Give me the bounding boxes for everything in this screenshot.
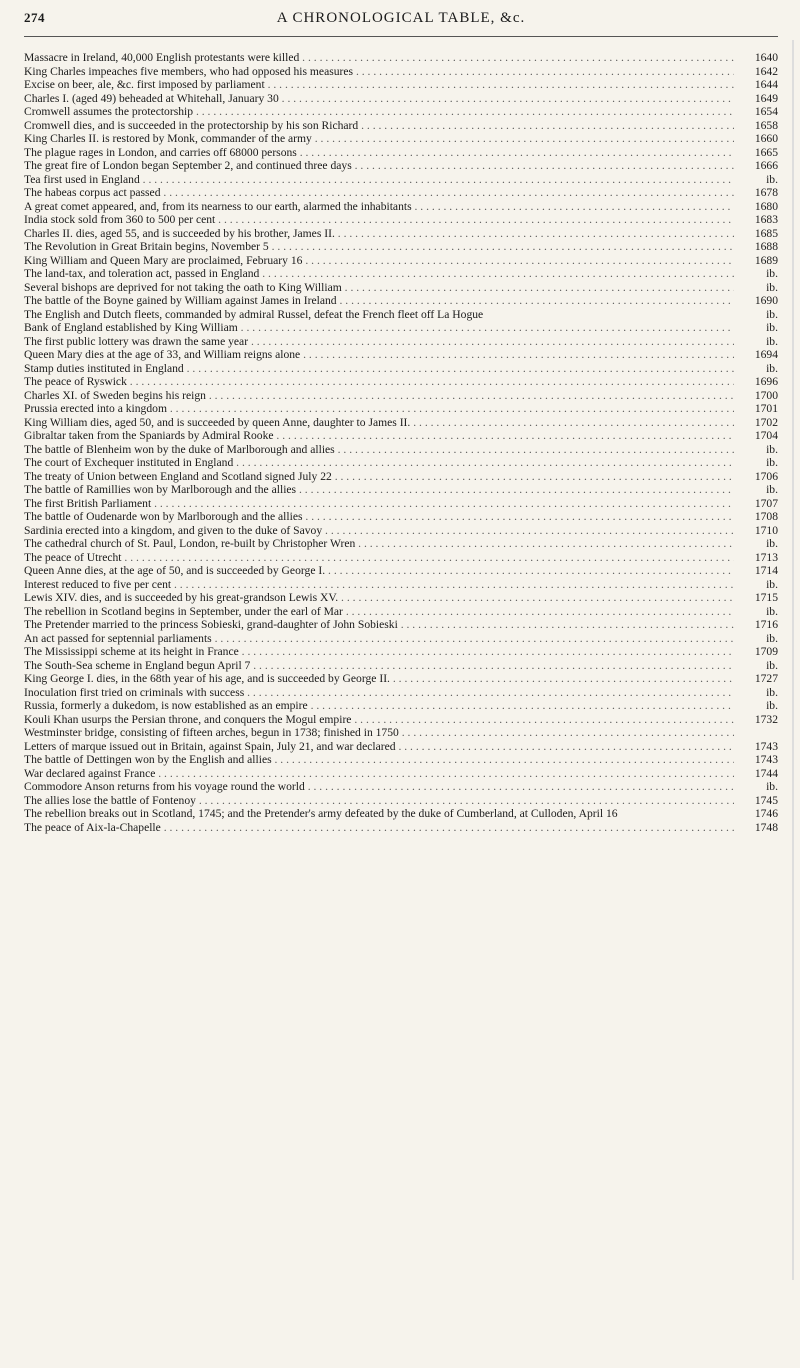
entry-year: 1642: [754, 64, 778, 78]
chronology-entry: [24, 335, 778, 349]
chronology-entry: [24, 159, 778, 173]
entry-year: 1666: [754, 159, 778, 172]
entry-text: Several bishops are deprived for not taking the oath to King William . . .: [24, 281, 734, 295]
entry-text: Excise on beer, ale, &c. first imposed by parliament . . .: [24, 78, 734, 92]
chronology-entry: [24, 578, 778, 592]
chronology-entry: [24, 146, 778, 160]
entry-text: King William dies, aged 50, and is succeeded by queen Anne, daughter to James II. . . .: [24, 416, 734, 430]
entry-text: The battle of Blenheim won by the duke of Marlborough and allies . . .: [24, 443, 734, 457]
chronology-entry: [24, 308, 778, 322]
chronology-entry: [24, 65, 778, 79]
entry-year: 1746: [754, 807, 778, 820]
entry-text: The peace of Aix-la-Chapelle . . .: [24, 821, 734, 835]
entry-text: Lewis XIV. dies, and is succeeded by his great-grandson Lewis XV. . . .: [24, 591, 734, 605]
entry-year: ib.: [766, 780, 778, 793]
running-title: A CHRONOLOGICAL TABLE, &c.: [276, 10, 526, 26]
entry-year: ib.: [766, 334, 778, 348]
entry-text: Queen Anne dies, at the age of 50, and is succeeded by George I. . . .: [24, 564, 734, 578]
chronology-entry: [24, 699, 778, 713]
entry-text: An act passed for septennial parliaments . . .: [24, 632, 734, 646]
entry-text: The great fire of London began September 2, and continued three days . . .: [24, 159, 734, 173]
chronology-entry: [24, 321, 778, 335]
page-header: [24, 10, 778, 37]
entry-year: 1654: [754, 105, 778, 118]
chronology-entry: [24, 632, 778, 646]
entry-text: Massacre in Ireland, 40,000 English protestants were killed . . .: [24, 51, 734, 65]
entry-year: 1704: [754, 429, 778, 442]
entry-text: War declared against France . . .: [24, 767, 734, 781]
entry-year: 1743: [754, 753, 778, 766]
chronology-entry: [24, 375, 778, 389]
chronology-entry: [24, 537, 778, 551]
chronology-entry: [24, 294, 778, 308]
chronology-entry: [24, 807, 778, 821]
chronology-entry: [24, 659, 778, 673]
chronology-entry: [24, 105, 778, 119]
entry-year: 1745: [754, 793, 778, 807]
entry-text: Sardinia erected into a kingdom, and given to the duke of Savoy . . .: [24, 524, 734, 538]
entry-year: ib.: [766, 442, 778, 456]
entry-year: 1714: [754, 564, 778, 577]
chronology-entry: [24, 686, 778, 700]
entry-text: The South-Sea scheme in England begun April 7 . . .: [24, 659, 734, 673]
entry-year: ib.: [766, 604, 778, 618]
entry-year: 1701: [754, 402, 778, 415]
entry-year: 1640: [754, 51, 778, 64]
chronology-entry: [24, 524, 778, 538]
entry-text: Commodore Anson returns from his voyage round the world . . .: [24, 780, 734, 794]
entry-year: ib.: [766, 321, 778, 334]
chronology-entry: [24, 470, 778, 484]
chronology-entry: [24, 267, 778, 281]
entry-year: 1708: [754, 510, 778, 523]
chronology-entry: [24, 92, 778, 106]
entry-year: ib.: [766, 483, 778, 496]
chronology-list: [24, 51, 778, 834]
entry-text: Tea first used in England . . .: [24, 173, 734, 187]
chronology-entry: [24, 672, 778, 686]
entry-year: ib.: [766, 361, 778, 375]
entry-year: 1665: [754, 145, 778, 159]
entry-year: 1649: [754, 91, 778, 105]
chronology-entry: [24, 794, 778, 808]
entry-text: The battle of Ramillies won by Marlborough and the allies . . .: [24, 483, 734, 497]
entry-text: The habeas corpus act passed . . .: [24, 186, 734, 200]
entry-year: 1680: [754, 199, 778, 213]
entry-text: The first British Parliament . . .: [24, 497, 734, 511]
entry-text: King William and Queen Mary are proclaimed, February 16 . . .: [24, 254, 734, 268]
entry-year: 1744: [754, 766, 778, 780]
entry-year: 1748: [754, 820, 778, 834]
entry-year: 1743: [754, 739, 778, 753]
entry-year: 1706: [754, 469, 778, 483]
chronology-entry: [24, 213, 778, 227]
entry-year: 1658: [754, 118, 778, 132]
entry-year: 1709: [754, 645, 778, 658]
entry-year: ib.: [766, 631, 778, 645]
entry-text: The Pretender married to the princess Sobieski, grand-daughter of John Sobieski . . .: [24, 618, 734, 632]
entry-text: The rebellion in Scotland begins in September, under the earl of Mar . . .: [24, 605, 734, 619]
entry-text: Prussia erected into a kingdom . . .: [24, 402, 734, 416]
chronology-entry: [24, 780, 778, 794]
chronology-entry: [24, 281, 778, 295]
chronology-entry: [24, 227, 778, 241]
entry-text: The plague rages in London, and carries off 68000 persons . . .: [24, 146, 734, 160]
entry-text: The rebellion breaks out in Scotland, 1745; and the Pretender's army defeated by the duke of Cumberland, at Culloden, April 16: [24, 807, 618, 820]
entry-year: 1702: [754, 415, 778, 429]
entry-text: Kouli Khan usurps the Persian throne, and conquers the Mogul empire . . .: [24, 713, 734, 727]
entry-year: 1727: [754, 672, 778, 685]
entry-year: 1715: [754, 591, 778, 604]
entry-text: The peace of Ryswick . . .: [24, 375, 734, 389]
entry-text: Cromwell assumes the protectorship . . .: [24, 105, 734, 119]
entry-year: ib.: [766, 280, 778, 294]
entry-year: 1685: [754, 226, 778, 240]
chronology-entry: [24, 132, 778, 146]
entry-text: The first public lottery was drawn the same year . . .: [24, 335, 734, 349]
chronology-entry: [24, 348, 778, 362]
chronology-entry: [24, 173, 778, 187]
page-number: 274: [24, 10, 45, 25]
entry-year: 1707: [754, 496, 778, 510]
entry-year: ib.: [766, 658, 778, 672]
chronology-entry: [24, 119, 778, 133]
chronology-entry: [24, 186, 778, 200]
chronology-entry: [24, 389, 778, 403]
entry-year: 1732: [754, 712, 778, 726]
entry-year: ib.: [766, 699, 778, 712]
entry-text: Westminster bridge, consisting of fifteen arches, begun in 1738; finished in 1750 . . .: [24, 726, 734, 740]
entry-year: ib.: [766, 577, 778, 591]
entry-text: Inoculation first tried on criminals with success . . .: [24, 686, 734, 700]
entry-year: 1644: [754, 78, 778, 91]
entry-text: The English and Dutch fleets, commanded by admiral Russel, defeat the French fleet off La Hogue: [24, 307, 484, 321]
entry-year: ib.: [766, 172, 778, 186]
entry-text: India stock sold from 360 to 500 per cent . . .: [24, 213, 734, 227]
entry-year: 1716: [754, 618, 778, 631]
entry-year: ib.: [766, 267, 778, 280]
entry-text: Charles XI. of Sweden begins his reign . . .: [24, 389, 734, 403]
entry-text: The court of Exchequer instituted in England . . .: [24, 456, 734, 470]
chronology-entry: [24, 240, 778, 254]
entry-text: Gibraltar taken from the Spaniards by Admiral Rooke . . .: [24, 429, 734, 443]
entry-year: 1678: [754, 186, 778, 199]
entry-year: 1683: [754, 213, 778, 226]
chronology-entry: [24, 740, 778, 754]
chronology-entry: [24, 402, 778, 416]
entry-year: 1694: [754, 348, 778, 361]
entry-text: The battle of the Boyne gained by William against James in Ireland . . .: [24, 294, 734, 308]
entry-year: 1696: [754, 375, 778, 388]
entry-text: Letters of marque issued out in Britain, against Spain, July 21, and war declared . . .: [24, 740, 734, 754]
chronology-entry: [24, 713, 778, 727]
chronology-entry: [24, 200, 778, 214]
chronology-entry: [24, 443, 778, 457]
entry-text: Charles II. dies, aged 55, and is succeeded by his brother, James II. . . .: [24, 227, 734, 241]
chronology-entry: [24, 78, 778, 92]
entry-text: Cromwell dies, and is succeeded in the protectorship by his son Richard . . .: [24, 119, 734, 133]
entry-year: ib.: [766, 685, 778, 699]
entry-text: King Charles II. is restored by Monk, commander of the army . . .: [24, 132, 734, 146]
chronology-entry: [24, 510, 778, 524]
entry-year: 1713: [754, 550, 778, 564]
chronology-entry: [24, 429, 778, 443]
chronology-entry: [24, 497, 778, 511]
chronology-entry: [24, 456, 778, 470]
entry-text: Bank of England established by King William . . .: [24, 321, 734, 335]
entry-text: A great comet appeared, and, from its nearness to our earth, alarmed the inhabitants . . .: [24, 200, 734, 214]
entry-text: Queen Mary dies at the age of 33, and William reigns alone . . .: [24, 348, 734, 362]
entry-year: ib.: [766, 307, 778, 321]
chronology-entry: [24, 591, 778, 605]
chronology-entry: [24, 821, 778, 835]
entry-text: The land-tax, and toleration act, passed in England . . .: [24, 267, 734, 281]
entry-year: 1660: [754, 132, 778, 145]
chronology-entry: [24, 51, 778, 65]
entry-year: 1689: [754, 253, 778, 267]
entry-text: The peace of Utrecht . . .: [24, 551, 734, 565]
chronology-entry: [24, 605, 778, 619]
entry-text: Charles I. (aged 49) beheaded at Whitehall, January 30 . . .: [24, 92, 734, 106]
entry-text: The allies lose the battle of Fontenoy . . .: [24, 794, 734, 808]
chronology-entry: [24, 362, 778, 376]
chronology-entry: [24, 416, 778, 430]
chronology-entry: [24, 551, 778, 565]
entry-text: Stamp duties instituted in England . . .: [24, 362, 734, 376]
entry-year: 1710: [754, 523, 778, 537]
chronology-entry: [24, 483, 778, 497]
chronology-entry: [24, 564, 778, 578]
entry-year: 1690: [754, 294, 778, 307]
chronology-entry: [24, 254, 778, 268]
chronology-entry: [24, 645, 778, 659]
entry-text: King George I. dies, in the 68th year of his age, and is succeeded by George II. . . .: [24, 672, 734, 686]
chronology-entry: [24, 618, 778, 632]
entry-year: ib.: [766, 456, 778, 469]
entry-text: King Charles impeaches five members, who had opposed his measures . . .: [24, 65, 734, 79]
entry-year: 1700: [754, 388, 778, 402]
chronology-entry: [24, 726, 778, 740]
page-edge-shadow: [792, 40, 794, 1280]
entry-text: The treaty of Union between England and Scotland signed July 22 . . .: [24, 470, 734, 484]
entry-text: Russia, formerly a dukedom, is now established as an empire . . .: [24, 699, 734, 713]
entry-text: The battle of Dettingen won by the English and allies . . .: [24, 753, 734, 767]
chronology-entry: [24, 767, 778, 781]
entry-year: ib.: [766, 537, 778, 550]
entry-year: 1688: [754, 240, 778, 253]
entry-text: The cathedral church of St. Paul, London, re-built by Christopher Wren . . .: [24, 537, 734, 551]
entry-text: The battle of Oudenarde won by Marlborough and the allies . . .: [24, 510, 734, 524]
entry-text: The Revolution in Great Britain begins, November 5 . . .: [24, 240, 734, 254]
entry-text: Interest reduced to five per cent . . .: [24, 578, 734, 592]
chronology-entry: [24, 753, 778, 767]
entry-text: The Mississippi scheme at its height in France . . .: [24, 645, 734, 659]
